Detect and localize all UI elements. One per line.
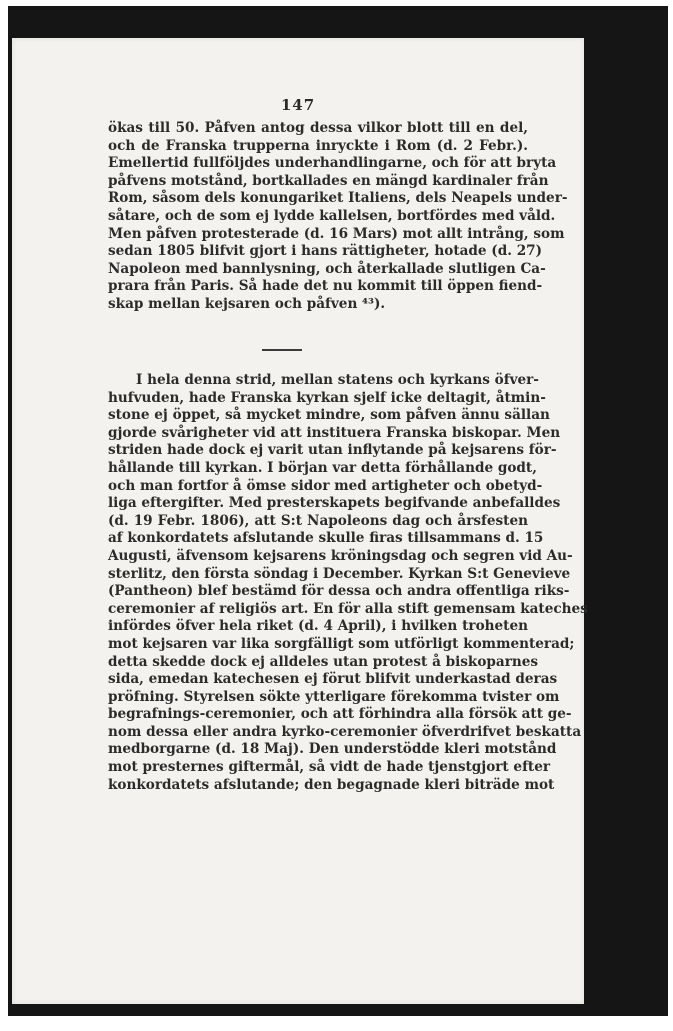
text-line: nom dessa eller andra kyrko-ceremonier öfverdrifvet beskatta	[108, 723, 582, 740]
text-line: sedan 1805 blifvit gjort i hans rättigheter, hotade (d. 27)	[108, 243, 543, 260]
text-line: stone ej öppet, så mycket mindre, som påfven ännu sällan	[108, 407, 550, 424]
text-line: liga eftergifter. Med presterskapets begifvande anbefalldes	[108, 495, 561, 512]
text-line: sida, emedan katechesen ej förut blifvit underkastad deras	[108, 671, 558, 688]
text-line: såtare, och de som ej lydde kallelsen, bortfördes med våld.	[108, 207, 556, 224]
text-line: påfvens motstånd, bortkallades en mängd kardinaler från	[108, 172, 549, 189]
text-line: gjorde svårigheter vid att instituera Franska biskopar. Men	[108, 424, 561, 441]
text-line: Men påfven protesterade (d. 16 Mars) mot allt intrång, som	[108, 225, 565, 242]
page-number: 147	[280, 96, 316, 114]
text-line: medborgarne (d. 18 Maj). Den understödde kleri motstånd	[108, 741, 557, 758]
text-line: striden hade dock ej varit utan inflytande på kejsarens för-	[108, 442, 557, 459]
text-line: och man fortfor å ömse sidor med artigheter och obetyd-	[108, 477, 543, 494]
text-line: hufvuden, hade Franska kyrkan sjelf icke deltagit, åtmin-	[108, 389, 546, 406]
text-line: Emellertid fullföljdes underhandlingarne, och för att bryta	[108, 155, 557, 172]
text-line: mot presternes giftermål, så vidt de hade tjenstgjort efter	[108, 759, 551, 776]
text-line: infördes öfver hela riket (d. 4 April), i hvilken troheten	[108, 618, 528, 635]
text-line: pröfning. Styrelsen sökte ytterligare förekomma tvister om	[108, 688, 560, 705]
paragraph-2	[108, 372, 588, 794]
text-line: konkordatets afslutande; den begagnade kleri biträde mot	[108, 776, 555, 793]
text-line: af konkordatets afslutande skulle firas tillsammans d. 15	[108, 530, 544, 547]
text-line: och de Franska trupperna inryckte i Rom (d. 2 Febr.).	[108, 137, 528, 154]
section-divider	[262, 349, 302, 351]
text-line: sterlitz, den första söndag i December. Kyrkan S:t Genevieve	[108, 565, 571, 582]
text-line: Rom, såsom dels konungariket Italiens, dels Neapels under-	[108, 190, 568, 207]
text-line: ceremonier af religiös art. En för alla stift gemensam kateches	[108, 600, 588, 617]
text-line: hållande till kyrkan. I början var detta förhållande godt,	[108, 459, 537, 476]
text-line: (d. 19 Febr. 1806), att S:t Napoleons dag och årsfesten	[108, 512, 528, 529]
text-line: mot kejsaren var lika sorgfälligt som utförligt kommenterad;	[108, 635, 575, 652]
text-line: ökas till 50. Påfven antog dessa vilkor blott till en del,	[108, 120, 528, 136]
text-line: detta skedde dock ej alldeles utan protest å biskoparnes	[108, 653, 539, 670]
text-line: begrafnings-ceremonier, och att förhindra alla försök att ge-	[108, 706, 572, 723]
text-line: prara från Paris. Så hade det nu kommit till öppen fiend-	[108, 278, 543, 295]
paragraph-1	[108, 120, 568, 314]
text-line: I hela denna strid, mellan statens och kyrkans öfver-	[136, 372, 539, 388]
book-page	[12, 38, 588, 1004]
text-line: (Pantheon) blef bestämd för dessa och andra offentliga riks-	[108, 583, 570, 600]
text-line: Augusti, äfvensom kejsarens kröningsdag och segren vid Au-	[108, 547, 573, 564]
text-line: Napoleon med bannlysning, och återkallade slutligen Ca-	[108, 260, 546, 277]
text-line: skap mellan kejsaren och påfven ⁴³).	[108, 295, 386, 312]
